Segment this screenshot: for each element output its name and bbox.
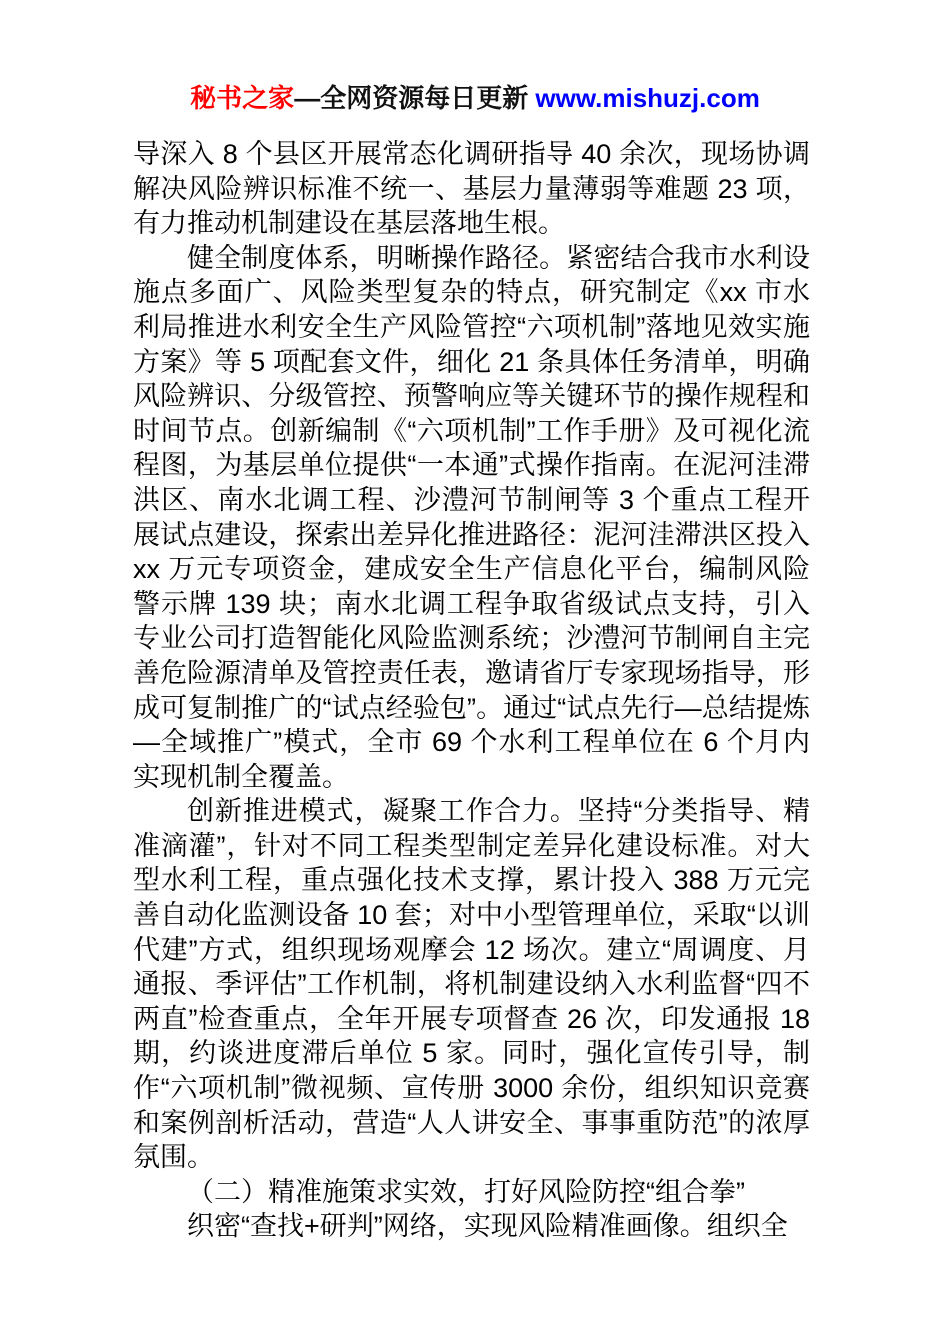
paragraph-continuation: 导深入 8 个县区开展常态化调研指导 40 余次，现场协调解决风险辨识标准不统一、基层力量薄弱等难题 23 项，有力推动机制建设在基层落地生根。 xyxy=(133,139,810,239)
paragraph-risk-network: 织密“查找+研判”网络，实现风险精准画像。组织全 xyxy=(187,1211,788,1242)
document-body xyxy=(0,137,950,1244)
paragraph-system-building: 健全制度体系，明晰操作路径。紧密结合我市水利设施点多面广、风险类型复杂的特点，研究制定《xx 市水利局推进水利安全生产风险管控“六项机制”落地见效实施方案》等 5 项配套文件，细化 21 条具体任务清单，明确风险辨识、分级管控、预警响应等关键环节的操作规程和时间节点。创新编制《“六项机制”工作手册》及可视化流程图，为基层单位提供“一本通”式操作指南。在泥河洼滞洪区、南水北调工程、沙澧河节制闸等 3 个重点工程开展试点建设，探索出差异化推进路径：泥河洼滞洪区投入 xx 万元专项资金，建成安全生产信息化平台，编制风险警示牌 139 块；南水北调工程争取省级试点支持，引入专业公司打造智能化风险监测系统；沙澧河节制闸自主完善危险源清单及管控责任表，邀请省厅专家现场指导，形成可复制推广的“试点经验包”。通过“试点先行—总结提炼—全域推广”模式，全市 69 个水利工程单位在 6 个月内实现机制全覆盖。 xyxy=(133,242,810,792)
paragraph-innovation-mode: 创新推进模式，凝聚工作合力。坚持“分类指导、精准滴灌”，针对不同工程类型制定差异化建设标准。对大型水利工程，重点强化技术支撑，累计投入 388 万元完善自动化监测设备 10 套；对中小型管理单位，采取“以训代建”方式，组织现场观摩会 12 场次。建立“周调度、月通报、季评估”工作机制，将机制建设纳入水利监督“四不两直”检查重点，全年开展专项督查 26 次，印发通报 18 期，约谈进度滞后单位 5 家。同时，强化宣传引导，制作“六项机制”微视频、宣传册 3000 余份，组织知识竞赛和案例剖析活动，营造“人人讲安全、事事重防范”的浓厚氛围。 xyxy=(133,796,810,1173)
header-tagline: —全网资源每日更新 xyxy=(294,83,536,113)
section-heading-two: （二）精准施策求实效，打好风险防控“组合拳” xyxy=(187,1176,745,1207)
site-url-link[interactable]: www.mishuzj.com xyxy=(535,83,760,113)
brand-name: 秘书之家 xyxy=(190,83,295,113)
page-header xyxy=(0,0,950,114)
